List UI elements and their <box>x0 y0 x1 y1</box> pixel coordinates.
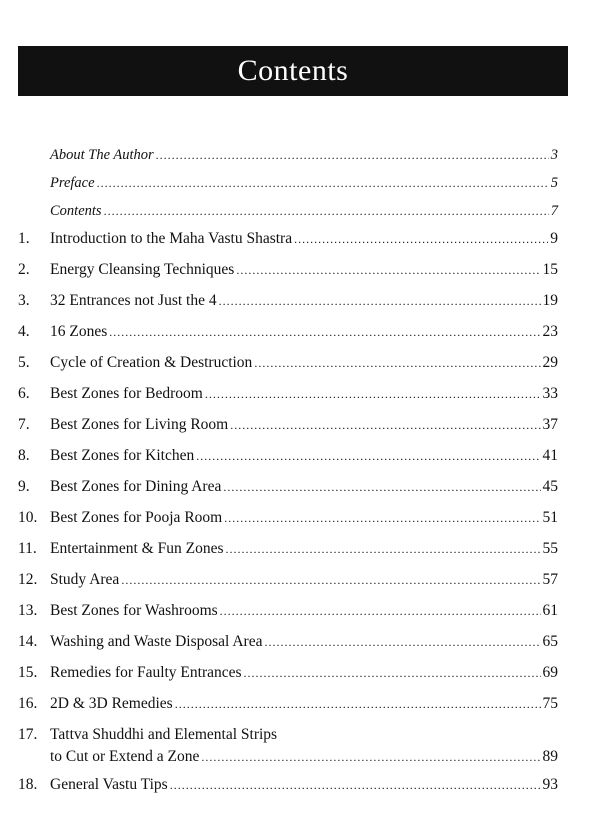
chapter-page: 37 <box>542 416 558 433</box>
toc-entry-title: Contents <box>50 203 102 219</box>
chapter-title: 16 Zones <box>50 323 108 340</box>
chapter-title: Introduction to the Maha Vastu Shastra <box>50 230 293 247</box>
dot-leader <box>170 778 541 792</box>
toc-chapter-14[interactable] <box>18 633 558 651</box>
dot-leader <box>205 387 541 401</box>
toc-chapter-11[interactable] <box>18 540 558 558</box>
chapter-title: Washing and Waste Disposal Area <box>50 633 263 650</box>
toc-entry-title: Preface <box>50 175 95 191</box>
dot-leader <box>294 232 548 246</box>
page-title: Contents <box>237 54 349 87</box>
toc-entry-page: 3 <box>550 147 558 163</box>
toc-entry-contents[interactable] <box>18 202 558 220</box>
dot-leader <box>220 604 541 618</box>
chapter-number: 8. <box>18 447 30 464</box>
chapter-number: 4. <box>18 323 30 340</box>
chapter-page: 23 <box>542 323 558 340</box>
toc-chapter-13[interactable] <box>18 602 558 620</box>
chapter-number: 12. <box>18 571 38 588</box>
chapter-title: Energy Cleansing Techniques <box>50 261 235 278</box>
chapter-page: 29 <box>542 354 558 371</box>
toc-chapter-8[interactable] <box>18 447 558 465</box>
chapter-title: Best Zones for Kitchen <box>50 447 195 464</box>
toc-chapter-7[interactable] <box>18 416 558 434</box>
toc-chapter-16[interactable] <box>18 695 558 713</box>
chapter-number: 6. <box>18 385 30 402</box>
toc-entry-preface[interactable] <box>18 174 558 192</box>
chapter-title: Best Zones for Pooja Room <box>50 509 223 526</box>
dot-leader <box>223 480 540 494</box>
chapter-title: Cycle of Creation & Destruction <box>50 354 253 371</box>
chapter-number: 16. <box>18 695 38 712</box>
chapter-number: 1. <box>18 230 30 247</box>
dot-leader <box>244 666 541 680</box>
dot-leader <box>121 573 540 587</box>
chapter-title: General Vastu Tips <box>50 776 168 793</box>
chapter-page: 65 <box>542 633 558 650</box>
chapter-page: 89 <box>542 748 558 765</box>
dot-leader <box>225 542 540 556</box>
toc-chapter-18[interactable] <box>18 776 558 794</box>
chapter-number: 13. <box>18 602 38 619</box>
chapter-number: 15. <box>18 664 38 681</box>
toc-chapter-12[interactable] <box>18 571 558 589</box>
chapter-number: 11. <box>18 540 37 557</box>
dot-leader <box>109 325 540 339</box>
chapter-number: 7. <box>18 416 30 433</box>
chapter-title: Best Zones for Dining Area <box>50 478 222 495</box>
chapter-number: 17. <box>18 726 38 743</box>
chapter-number: 2. <box>18 261 30 278</box>
dot-leader <box>201 750 540 764</box>
chapter-page: 69 <box>542 664 558 681</box>
chapter-page: 51 <box>542 509 558 526</box>
chapter-page: 9 <box>550 230 558 247</box>
dot-leader <box>104 204 549 218</box>
dot-leader <box>224 511 540 525</box>
chapter-title: 32 Entrances not Just the 4 <box>50 292 217 309</box>
chapter-number: 5. <box>18 354 30 371</box>
toc-chapter-4[interactable] <box>18 323 558 341</box>
chapter-title-line2: to Cut or Extend a Zone <box>50 748 200 765</box>
toc-chapter-10[interactable] <box>18 509 558 527</box>
chapter-page: 61 <box>542 602 558 619</box>
toc-chapter-9[interactable] <box>18 478 558 496</box>
chapter-number: 9. <box>18 478 30 495</box>
chapter-number: 18. <box>18 776 38 793</box>
chapter-number: 3. <box>18 292 30 309</box>
dot-leader <box>230 418 540 432</box>
toc-chapter-2[interactable] <box>18 261 558 279</box>
chapter-number: 10. <box>18 509 38 526</box>
chapter-page: 15 <box>542 261 558 278</box>
dot-leader <box>236 263 540 277</box>
chapter-title: Best Zones for Bedroom <box>50 385 203 402</box>
toc-chapter-1[interactable] <box>18 230 558 248</box>
chapter-page: 33 <box>542 385 558 402</box>
toc-chapter-6[interactable] <box>18 385 558 403</box>
chapter-page: 55 <box>542 540 558 557</box>
dot-leader <box>175 697 541 711</box>
dot-leader <box>264 635 540 649</box>
chapter-title: Entertainment & Fun Zones <box>50 540 224 557</box>
toc-entry-page: 7 <box>550 203 558 219</box>
toc-entry-title: About The Author <box>50 147 154 163</box>
toc-entry-about-the-author[interactable] <box>18 146 558 164</box>
toc-entry-page: 5 <box>550 175 558 191</box>
chapter-page: 57 <box>542 571 558 588</box>
toc-chapter-17[interactable] <box>18 726 558 766</box>
chapter-title: Best Zones for Washrooms <box>50 602 218 619</box>
chapter-title: Tattva Shuddhi and Elemental Strips <box>50 726 278 743</box>
chapter-page: 45 <box>542 478 558 495</box>
dot-leader <box>254 356 540 370</box>
toc-chapter-15[interactable] <box>18 664 558 682</box>
chapter-title: Remedies for Faulty Entrances <box>50 664 242 681</box>
chapter-page: 93 <box>542 776 558 793</box>
toc-chapter-3[interactable] <box>18 292 558 310</box>
chapter-number: 14. <box>18 633 38 650</box>
dot-leader <box>97 176 549 190</box>
dot-leader <box>156 148 549 162</box>
chapter-title: Best Zones for Living Room <box>50 416 229 433</box>
chapter-page: 75 <box>542 695 558 712</box>
chapter-title: 2D & 3D Remedies <box>50 695 173 712</box>
dot-leader <box>219 294 541 308</box>
chapter-title: Study Area <box>50 571 120 588</box>
chapter-page: 41 <box>542 447 558 464</box>
chapter-page: 19 <box>542 292 558 309</box>
toc-chapter-5[interactable] <box>18 354 558 372</box>
dot-leader <box>196 449 540 463</box>
